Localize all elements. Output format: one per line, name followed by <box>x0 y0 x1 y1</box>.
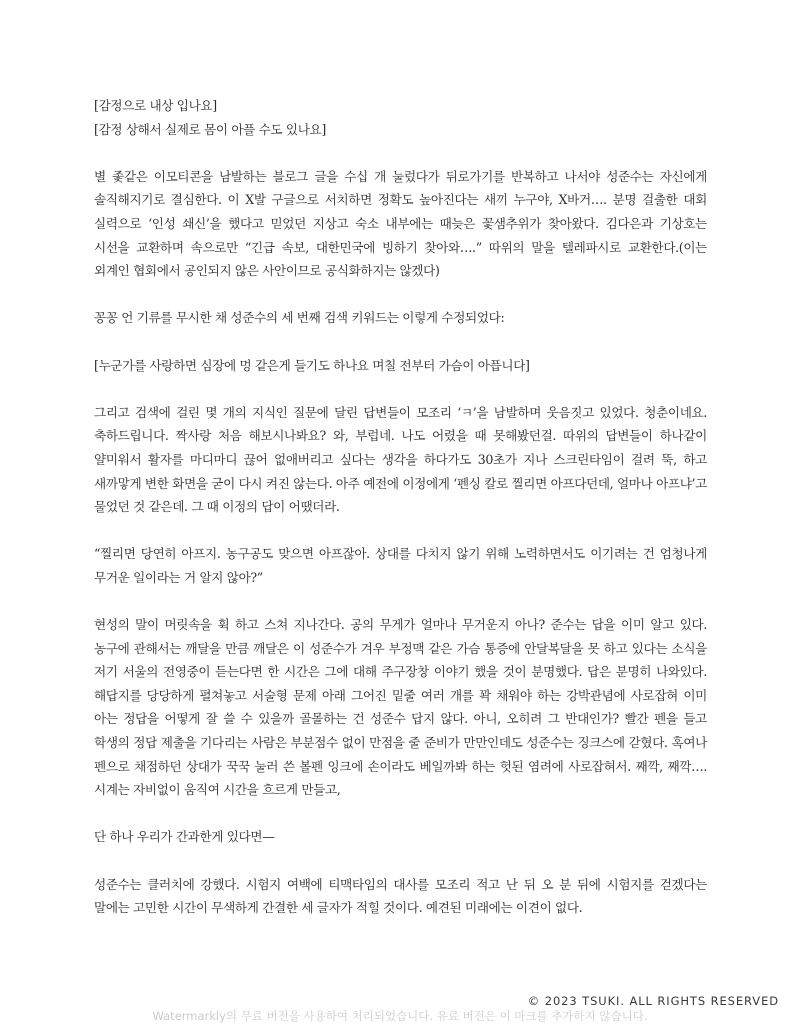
paragraph-gap <box>94 330 707 354</box>
document-body <box>94 94 707 920</box>
paragraph-gap <box>94 589 707 613</box>
paragraph-clutch: 성준수는 클러치에 강했다. 시험지 여백에 티맥타임의 대사를 모조리 적고 난 뒤 오 분 뒤에 시험지를 걷겠다는 말에는 고민한 시간이 무색하게 간결한 세 글자가 적힐 것이다. 예견된 미래에는 이견이 없다. <box>94 876 707 916</box>
watermark-text: Watermarkly의 무료 버전을 사용하여 처리되었습니다. 유료 버전은 이 마크를 추가하지 않습니다. <box>152 1009 648 1023</box>
paragraph-search-query-2: [감정 상해서 실제로 몸이 아플 수도 있나요] <box>94 121 326 137</box>
paragraph-quote: “찔리면 당연히 아프지. 농구공도 맞으면 아프잖아. 상대를 다치지 않기 위해 노력하면서도 이기려는 건 엄청나게 무거운 일이라는 거 알지 않아?” <box>94 546 707 585</box>
paragraph-search-query-1: [감정으로 내상 입나요] <box>94 98 217 113</box>
paragraph-knowledge-answers: 그리고 검색에 걸린 몇 개의 지식인 질문에 달린 답변들이 모조리 ‘ㅋ’을 남발하며 웃음짓고 있었다. 청춘이네요. 축하드립니다. 짝사랑 처음 해보시나봐요? 와, 부럽네. 나도 어렸을 때 못해봤던걸. 따위의 답변들이 하나같이 얄미워서 활자를 마디마디 끊어 없애버리고 싶다는 생각을 하다가도 30초가 지나 스크린타임이 걸려 뚝, 하고 새까맣게 변한 화면을 굳이 다시 켜진 않는다. 아주 예전에 이정에게 ‘펜싱 칼로 찔리면 아프다던데, 얼마나 아프냐’고 물었던 것 같은데. 그 때 이정의 답이 어땠더라. <box>94 404 707 515</box>
paragraph-search-query-3: [누군가를 사랑하면 심장에 멍 같은게 들기도 하나요 며칠 전부터 가슴이 아픕니다] <box>94 357 530 373</box>
paragraph-gap <box>94 802 707 826</box>
paragraph-blog-search: 별 좇같은 이모티콘을 남발하는 블로그 글을 수십 개 눌렀다가 뒤로가기를 반복하고 나서야 성준수는 자신에게 솔직해지기로 결심한다. 이 X발 구글으로 서치하면 정확도 높아진다는 새끼 누구야, X바거…. 분명 걸출한 대회 실력으로 ‘인성 쇄신’을 했다고 믿었던 지상고 숙소 내부에는 때늦은 꽃샘추위가 찾아왔다. 김다은과 기상호는 시선을 교환하며 속으로만 “긴급 속보, 대한민국에 빙하기 찾아와….” 따위의 말을 텔레파시로 교환한다.(이는 외계인 협회에서 공인되지 않은 사안이므로 공식화하지는 않겠다) <box>94 168 707 279</box>
paragraph-gap <box>94 377 707 401</box>
paragraph-third-keyword: 꽁꽁 언 기류를 무시한 채 성준수의 세 번째 검색 키워드는 이렇게 수정되었다: <box>94 310 505 326</box>
paragraph-gap <box>94 141 707 165</box>
paragraph-gap <box>94 519 707 543</box>
paragraph-gap <box>94 283 707 307</box>
paragraph-gap <box>94 849 707 873</box>
paragraph-hyunsung: 현성의 말이 머릿속을 휙 하고 스쳐 지나간다. 공의 무게가 얼마나 무거운지 아나? 준수는 답을 이미 알고 있다. 농구에 관해서는 깨달을 만큼 깨달은 이 성준수가 겨우 부정맥 같은 가슴 통증에 안달복달을 못 하고 있다는 소식을 저기 서울의 전영중이 듣는다면 한 시간은 그에 대해 주구장창 이야기 했을 것이 분명했다. 답은 분명히 나와있다. 해답지를 당당하게 펼쳐놓고 서술형 문제 아래 그어진 밑줄 여러 개를 꽉 채워야 하는 강박관념에 사로잡혀 이미 아는 정답을 어떻게 잘 쓸 수 있을까 골몰하는 건 성준수 답지 않다. 아니, 오히려 그 반대인가? 빨간 펜을 들고 학생의 정답 제출을 기다리는 사람은 부분점수 없이 만점을 줄 준비가 만만인데도 성준수는 징크스에 갇혔다. 혹여나 펜으로 채점하던 상대가 꾹꾹 눌러 쓴 볼펜 잉크에 손이라도 베일까봐 하는 헛된 염려에 사로잡혀서. 째깍, 째깍…. 시계는 자비없이 움직여 시간을 흐르게 만들고, <box>94 617 707 798</box>
paragraph-overlooked: 단 하나 우리가 간과한게 있다면— <box>94 829 275 845</box>
copyright-notice: © 2023 TSUKI. ALL RIGHTS RESERVED <box>527 994 779 1008</box>
